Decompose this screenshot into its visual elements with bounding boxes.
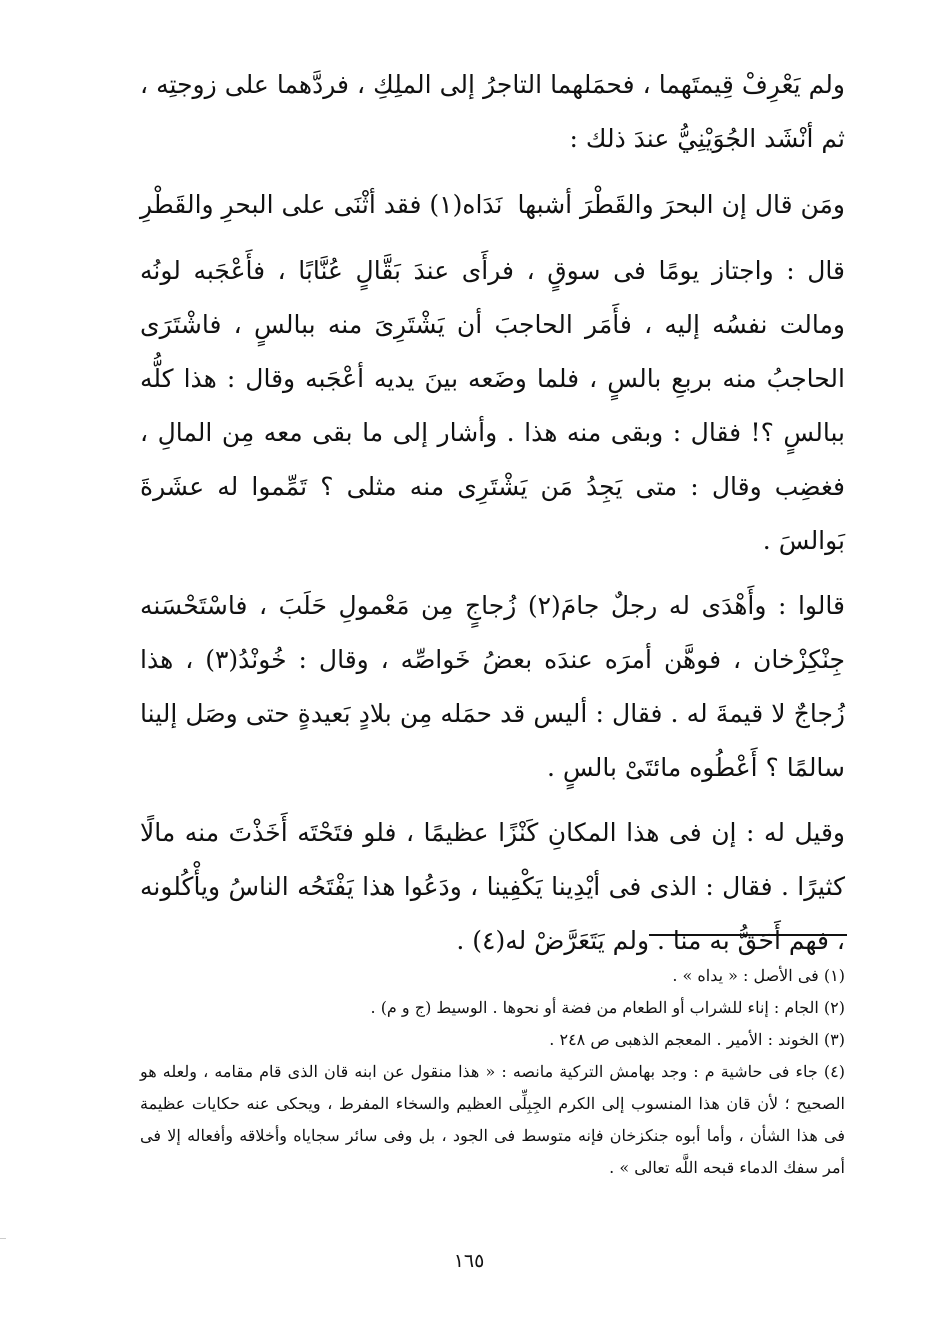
footnote-divider: [649, 934, 847, 936]
footnote-3: (٣) الخوند : الأمير . المعجم الذهبى ص ٢٤٨ .: [549, 1030, 845, 1049]
poem-verse: [140, 178, 845, 232]
paragraph-1: ولم يَعْرِفْ قِيمتَهما ، فحمَلهما التاجرُ إلى الملِكِ ، فردَّهما على زوجتِه ، ثم أنْشَد الجُوَيْنِيُّ عندَ ذلك :: [140, 70, 845, 153]
footnotes: [140, 960, 845, 1184]
paragraph-2: قال : واجتاز يومًا فى سوقٍ ، فرأَى عندَ بَقَّالٍ عُنَّابًا ، فأَعْجَبه لونُه ومالت نفسُه إليه ، فأَمَر الحاجبَ أن يَشْتَرِىَ منه ببالسٍ ، فاشْتَرَى الحاجبُ منه بربعِ بالسٍ ، فلما وضَعه بينَ يديه أعْجَبه وقال : هذا كلُّه ببالسٍ ؟! فقال : وبقى منه هذا . وأشار إلى ما بقى معه مِن المالِ ، فغضِب وقال : متى يَجِدُ مَن يَشْتَرِى منه مثلى ؟ تَمِّموا له عشَرةَ بَوالسَ .: [140, 256, 845, 555]
footnote-4: (٤) جاء فى حاشية م : وجد بهامش التركية مانصه : « هذا منقول عن ابنه قان الذى قام مقامه ، ولعله هو الصحيح ؛ لأن قان هذا المنسوب إلى الكرم الجِبِلِّى العظيم والسخاء المفرط ، ويحكى عنه حكايات عظيمة فى هذا الشأن ، وأما أبوه جنكزخان فإنه متوسط فى الجود ، بل وفى سائر سجاياه وأخلاقه وأفعاله إلا فى أمر سفك الدماء قبحه اللَّه تعالى » .: [140, 1062, 846, 1177]
footnote-2: (٢) الجام : إناء للشراب أو الطعام من فضة أو نحوها . الوسيط (ج و م) .: [370, 998, 845, 1017]
footnote-1: (١) فى الأصل : « يداه » .: [672, 966, 845, 985]
verse-second-hemistich: نَدَاه(١) فقد أثْنَى على البحرِ والقَطْرِ: [140, 190, 503, 219]
scan-edge-mark: [0, 1238, 6, 1240]
verse-first-hemistich: ومَن قال إن البحرَ والقَطْرَ أشبها: [517, 190, 845, 219]
page-number: ١٦٥: [453, 1250, 485, 1272]
paragraph-4: وقيل له : إن فى هذا المكانِ كَنْزًا عظيمًا ، فلو فتَحْتَه أَخَذْتَ منه مالًا كثيرًا . فقال : الذى فى أيْدِينا يَكْفِينا ، ودَعُوا هذا يَفْتَحُه الناسُ ويأْكُلونه ، فهم أَحَقُّ به منا . ولم يَتَعَرَّضْ له(٤) .: [140, 818, 845, 955]
main-text: [140, 58, 845, 968]
paragraph-3: قالوا : وأَهْدَى له رجلٌ جامَ(٢) زُجاجٍ مِن مَعْمولِ حَلَبَ ، فاسْتَحْسَنه جِنْكِزْخان ، فوهَّن أمرَه عندَه بعضُ خَواصِّه ، وقال : خُونْدُ(٣) ، هذا زُجاجٌ لا قيمةَ له . فقال : أليس قد حمَله مِن بلادٍ بَعيدةٍ حتى وصَل إلينا سالمًا ؟ أَعْطُوه مائتَىْ بالسٍ .: [140, 591, 846, 782]
